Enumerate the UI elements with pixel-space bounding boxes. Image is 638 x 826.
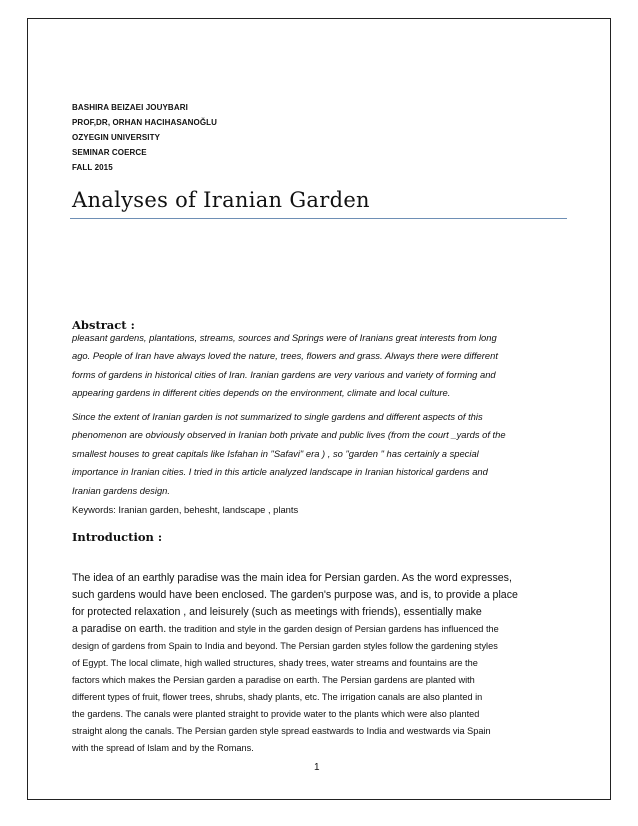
intro-line: the gardens. The canals were planted straight to provide water to the plants which were also planted [72,709,480,719]
abstract-line: Since the extent of Iranian garden is not summarized to single gardens and different aspects of this [72,411,483,422]
intro-line: such gardens would have been enclosed. The garden's purpose was, and is, to provide a place [72,589,518,601]
abstract-line: phenomenon are obviously observed in Iranian both private and public lives (from the court _yards of the [72,429,506,441]
introduction-heading: Introduction : [72,530,163,544]
advisor-name: PROF,DR, ORHAN HACIHASANOĞLU [72,118,218,127]
abstract-line: smallest houses to great capitals like Isfahan in "Safavi" era ) , so "garden " has certainly a special [72,447,479,459]
intro-line-mixed [72,621,499,638]
intro-line: different types of fruit, flower trees, shrubs, shady plants, etc. The irrigation canals are also planted in [72,692,483,702]
page-number: 1 [314,762,320,773]
intro-line: factors which makes the Persian garden a paradise on earth. The Persian gardens are planted with [72,675,475,685]
intro-line: with the spread of Islam and by the Romans. [72,743,254,753]
abstract-line: pleasant gardens, plantations, streams, sources and Springs were of Iranians great interests from long [72,332,497,343]
abstract-line: appearing gardens in different cities depends on the environment, climate and local culture. [72,387,451,399]
abstract-heading: Abstract : [72,318,135,332]
keywords: Keywords: Iranian garden, behesht, landscape , plants [72,504,299,515]
abstract-line: ago. People of Iran have always loved the nature, trees, flowers and grass. Always there were different [72,350,498,362]
intro-line: design of gardens from Spain to India and beyond. The Persian garden styles follow the gardening styles [72,641,498,651]
abstract-paragraph-2 [72,408,572,500]
author-name: BASHIRA BEIZAEI JOUYBARI [72,103,188,112]
document-title: Analyses of Iranian Garden [72,188,370,212]
abstract-paragraph-1 [72,329,572,403]
intro-line: of Egypt. The local climate, high walled structures, shady trees, water streams and fountains are the [72,658,478,668]
title-underline [70,218,567,219]
intro-line: for protected relaxation , and leisurely (such as meetings with friends), essentially make [72,606,482,618]
intro-line-tail: the tradition and style in the garden design of Persian gardens has influenced the [166,624,499,634]
intro-line: The idea of an earthly paradise was the main idea for Persian garden. As the word expresses, [72,572,512,584]
university-name: OZYEGIN UNIVERSITY [72,133,161,142]
abstract-line: importance in Iranian cities. I tried in this article analyzed landscape in Iranian historical gardens and [72,466,488,478]
term: FALL 2015 [72,163,113,172]
course-name: SEMINAR COERCE [72,148,147,157]
intro-line: straight along the canals. The Persian garden style spread eastwards to India and westwards via Spain [72,726,491,736]
intro-line-lead: a paradise on earth. [72,623,167,635]
abstract-line: forms of gardens in historical cities of Iran. Iranian gardens are very various and variety of forming and [72,368,496,380]
abstract-line: Iranian gardens design. [72,484,170,496]
